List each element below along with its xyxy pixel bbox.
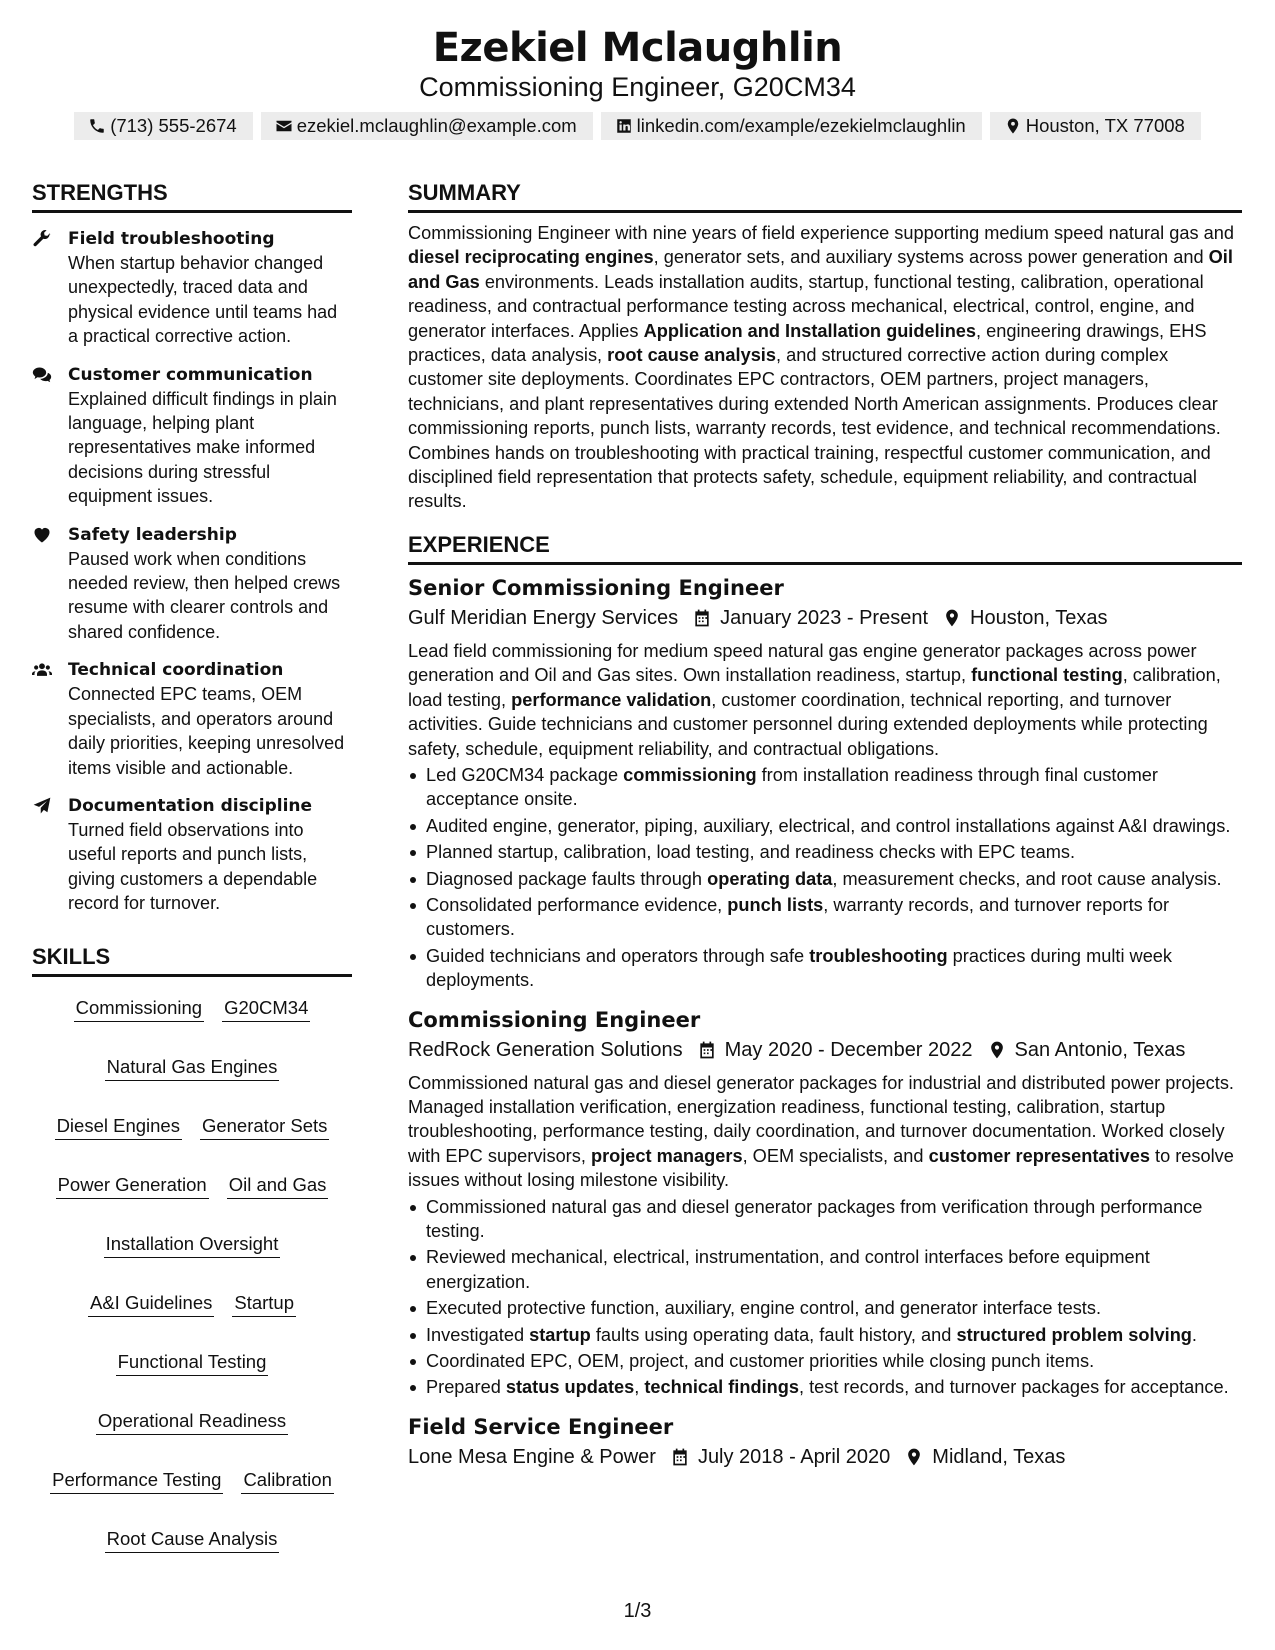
strength-item <box>32 794 352 916</box>
job-title: Field Service Engineer <box>408 1414 674 1439</box>
linkedin-icon <box>615 117 633 135</box>
contact-location <box>990 112 1201 140</box>
skill-tag: Functional Testing <box>116 1349 269 1376</box>
skill-tag: Operational Readiness <box>96 1408 288 1435</box>
job-dates: May 2020 - December 2022 <box>724 1038 973 1061</box>
job-company: RedRock Generation Solutions <box>408 1038 683 1061</box>
job-meta <box>408 1442 1242 1472</box>
contact-bar <box>0 112 1275 140</box>
job-bullet: Coordinated EPC, OEM, project, and customer priorities while closing punch items. <box>408 1349 1242 1373</box>
summary-heading: SUMMARY <box>408 176 1242 213</box>
strength-name: Field troubleshooting <box>68 229 275 249</box>
job-location: Midland, Texas <box>932 1445 1066 1468</box>
phone-icon <box>88 117 106 135</box>
job-title: Senior Commissioning Engineer <box>408 575 784 600</box>
job-title: Commissioning Engineer <box>408 1007 701 1032</box>
job-entry <box>408 1005 1242 1400</box>
skill-tag: Startup <box>232 1290 296 1317</box>
job-bullet: Audited engine, generator, piping, auxiliary, electrical, and control installations against A&I drawings. <box>408 814 1242 838</box>
contact-linkedin-text: linkedin.com/example/ezekielmclaughlin <box>636 115 966 136</box>
resume-header <box>0 22 1275 140</box>
job-description: Lead field commissioning for medium speed natural gas engine generator packages across power generation and Oil and Gas sites. Own installation readiness, startup, functional testing, calibration, load testing, performance validation, customer coordination, technical reporting, and turnover activities. Guide technicians and customer personnel during extended deployments while protecting safety, schedule, equipment reliability, and contractual obligations. <box>408 640 1221 759</box>
contact-phone-text: (713) 555-2674 <box>110 115 237 136</box>
calendar-icon <box>670 1447 690 1467</box>
job-bullet: Consolidated performance evidence, punch lists, warranty records, and turnover reports for customers. <box>408 893 1242 942</box>
skill-tag: Diesel Engines <box>55 1113 182 1140</box>
job-location: San Antonio, Texas <box>1014 1038 1186 1061</box>
users-icon <box>32 660 52 680</box>
skills-list <box>32 995 352 1553</box>
contact-phone[interactable] <box>74 112 253 140</box>
job-meta <box>408 603 1242 633</box>
skill-tag: Performance Testing <box>50 1467 223 1494</box>
skill-tag: Root Cause Analysis <box>105 1526 280 1553</box>
job-location: Houston, Texas <box>970 606 1108 629</box>
paper-plane-icon <box>32 796 52 816</box>
map-pin-icon <box>1004 117 1022 135</box>
skill-tag: Power Generation <box>56 1172 209 1199</box>
left-column <box>32 176 352 1553</box>
skill-tag: Generator Sets <box>200 1113 329 1140</box>
strength-desc: Explained difficult findings in plain language, helping plant representatives make informed decisions during stressful equipment issues. <box>68 388 337 507</box>
strength-desc: Turned field observations into useful reports and punch lists, giving customers a dependable record for turnover. <box>68 819 318 914</box>
skill-tag: Calibration <box>241 1467 333 1494</box>
map-pin-icon <box>942 608 962 628</box>
strength-name: Customer communication <box>68 364 313 385</box>
strength-item <box>32 363 352 509</box>
calendar-icon <box>692 608 712 628</box>
skills-heading: SKILLS <box>32 940 352 977</box>
job-entry <box>408 573 1242 993</box>
job-bullet: Commissioned natural gas and diesel generator packages from verification through performance testing. <box>408 1195 1242 1244</box>
chat-bubbles-icon <box>32 365 52 385</box>
strengths-heading: STRENGTHS <box>32 176 352 213</box>
job-bullet: Led G20CM34 package commissioning from installation readiness through final customer acceptance onsite. <box>408 763 1242 812</box>
job-entry <box>408 1412 1242 1472</box>
job-dates: July 2018 - April 2020 <box>697 1445 891 1468</box>
job-company: Gulf Meridian Energy Services <box>408 606 679 629</box>
candidate-title: Commissioning Engineer, G20CM34 <box>419 72 856 102</box>
candidate-name: Ezekiel Mclaughlin <box>432 25 843 71</box>
strength-item <box>32 658 352 780</box>
wrench-icon <box>32 229 52 249</box>
strength-desc: When startup behavior changed unexpectedly, traced data and physical evidence until teams had a practical corrective action. <box>68 253 338 347</box>
strength-desc: Paused work when conditions needed review, then helped crews resume with clearer controls and shared confidence. <box>68 548 341 642</box>
skill-tag: Oil and Gas <box>227 1172 329 1199</box>
job-bullets <box>408 763 1242 993</box>
contact-email[interactable] <box>261 112 593 140</box>
skill-tag: Natural Gas Engines <box>105 1054 280 1081</box>
envelope-icon <box>275 117 293 135</box>
skill-tag: A&I Guidelines <box>88 1290 214 1317</box>
contact-linkedin[interactable] <box>601 112 982 140</box>
strength-desc: Connected EPC teams, OEM specialists, and operators around daily priorities, keeping unresolved items visible and actionable. <box>68 684 345 778</box>
job-bullet: Prepared status updates, technical findings, test records, and turnover packages for acceptance. <box>408 1375 1242 1399</box>
job-bullet: Diagnosed package faults through operating data, measurement checks, and root cause analysis. <box>408 867 1242 891</box>
strength-item <box>32 227 352 349</box>
skill-tag: Commissioning <box>74 995 204 1022</box>
page-number: 1/3 <box>623 1600 652 1622</box>
job-bullet: Investigated startup faults using operating data, fault history, and structured problem solving. <box>408 1323 1242 1347</box>
job-bullet: Reviewed mechanical, electrical, instrumentation, and control interfaces before equipment energization. <box>408 1245 1242 1294</box>
map-pin-icon <box>904 1447 924 1467</box>
heart-icon <box>32 525 52 545</box>
job-dates: January 2023 - Present <box>720 606 929 629</box>
map-pin-icon <box>987 1040 1007 1060</box>
job-meta <box>408 1035 1242 1065</box>
strength-name: Documentation discipline <box>68 795 313 816</box>
skill-tag: G20CM34 <box>222 995 310 1022</box>
right-column <box>408 176 1242 1472</box>
strength-name: Safety leadership <box>68 524 237 545</box>
strength-name: Technical coordination <box>68 660 284 681</box>
strength-item <box>32 523 352 645</box>
contact-email-text: ezekiel.mclaughlin@example.com <box>296 115 577 136</box>
job-company: Lone Mesa Engine & Power <box>408 1445 656 1468</box>
job-description: Commissioned natural gas and diesel generator packages for industrial and distributed power projects. Managed installation verification, energization readiness, functional testing, calibration, startup troubleshooting, performance testing, daily coordination, and turnover documentation. Worked closely with EPC supervisors, project managers, OEM specialists, and customer representatives to resolve issues without losing milestone visibility. <box>408 1072 1234 1191</box>
contact-location-text: Houston, TX 77008 <box>1025 115 1185 136</box>
summary-text: Commissioning Engineer with nine years of field experience supporting medium speed natural gas and diesel reciprocating engines, generator sets, and auxiliary systems across power generation and Oil and Gas environments. Leads installation audits, startup, functional testing, calibration, operational readiness, and contractual performance testing across mechanical, electrical, control, engine, and generator interfaces. Applies Application and Installation guidelines, engineering drawings, EHS practices, data analysis, root cause analysis, and structured corrective action during complex customer site deployments. Coordinates EPC contractors, OEM partners, project managers, technicians, and plant representatives during extended North American assignments. Produces clear commissioning reports, punch lists, warranty records, test evidence, and technical recommendations. Combines hands on troubleshooting with practical training, respectful customer communication, and disciplined field representation that protects safety, schedule, equipment reliability, and contractual results. <box>408 223 1234 512</box>
job-bullet: Guided technicians and operators through safe troubleshooting practices during multi week deployments. <box>408 944 1242 993</box>
experience-heading: EXPERIENCE <box>408 528 1242 565</box>
skill-tag: Installation Oversight <box>104 1231 281 1258</box>
calendar-icon <box>697 1040 717 1060</box>
job-bullets <box>408 1195 1242 1400</box>
job-bullet: Executed protective function, auxiliary, engine control, and generator interface tests. <box>408 1296 1242 1320</box>
job-bullet: Planned startup, calibration, load testing, and readiness checks with EPC teams. <box>408 840 1242 864</box>
